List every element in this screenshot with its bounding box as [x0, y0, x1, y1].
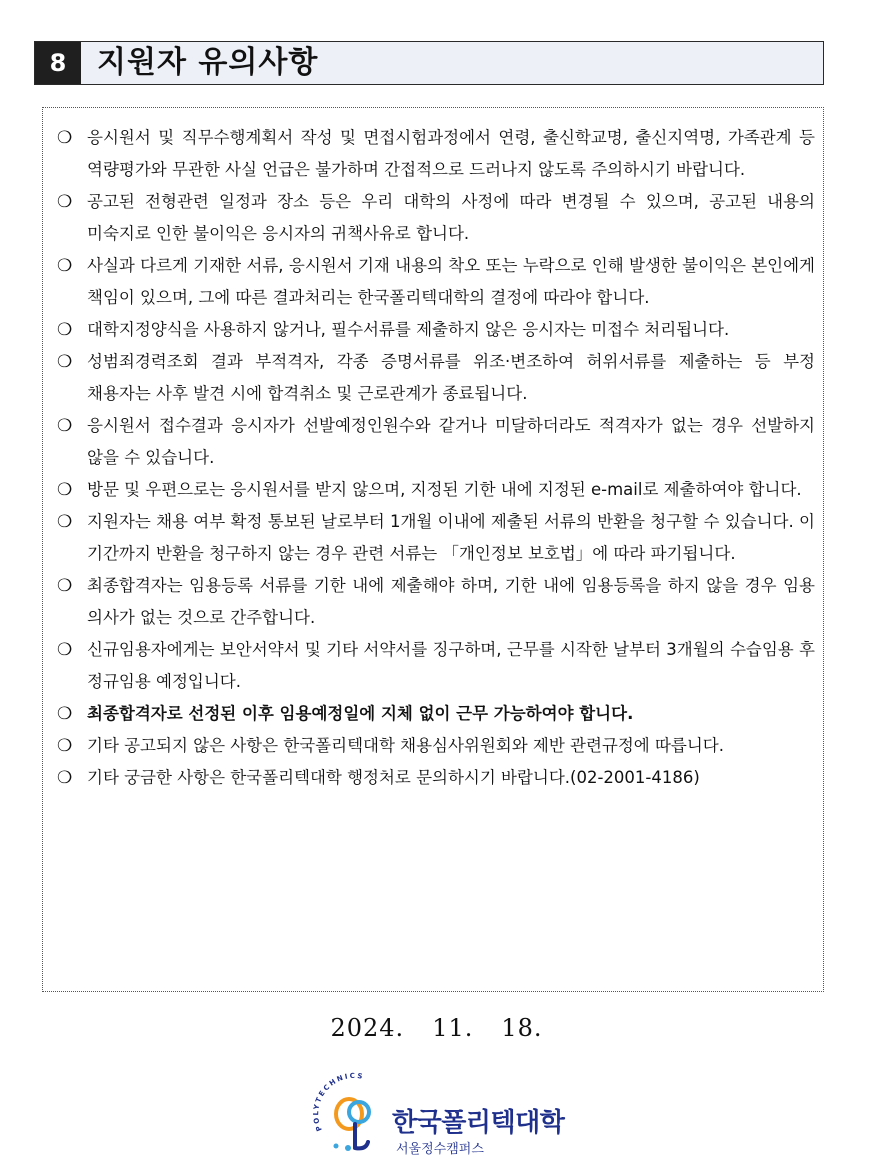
circle-bullet-icon: ❍ — [57, 192, 73, 212]
notice-text: 사실과 다르게 기재한 서류, 응시원서 기재 내용의 착오 또는 누락으로 인해 발생한 불이익은 본인에게 책임이 있으며, 그에 따른 결과처리는 한국폴리텍대학의 결정에 따라야 합니다. — [87, 256, 815, 307]
notice-text: 지원자는 채용 여부 확정 통보된 날로부터 1개월 이내에 제출된 서류의 반환을 청구할 수 있습니다. 이 기간까지 반환을 청구하지 않는 경우 관련 서류는 「개인정보 보호법」에 따라 파기됩니다. — [87, 512, 815, 563]
circle-bullet-icon: ❍ — [57, 640, 73, 660]
date-day: 18. — [501, 1014, 543, 1042]
section-number: 8 — [35, 42, 81, 84]
notice-item — [53, 762, 815, 794]
notice-text: 응시원서 및 직무수행계획서 작성 및 면접시험과정에서 연령, 출신학교명, 출신지역명, 가족관계 등 역량평가와 무관한 사실 언급은 불가하며 간접적으로 드러나지 않도록 주의하시기 바랍니다. — [87, 128, 815, 179]
notice-item — [53, 346, 815, 410]
college-logo — [308, 1068, 568, 1158]
notice-text: 대학지정양식을 사용하지 않거나, 필수서류를 제출하지 않은 응시자는 미접수 처리됩니다. — [87, 320, 730, 339]
notice-text: 기타 공고되지 않은 사항은 한국폴리텍대학 채용심사위원회와 제반 관련규정에 따릅니다. — [87, 736, 724, 755]
notice-text: 최종합격자는 임용등록 서류를 기한 내에 제출해야 하며, 기한 내에 임용등록을 하지 않을 경우 임용 의사가 없는 것으로 간주합니다. — [87, 576, 815, 627]
section-title: 지원자 유의사항 — [97, 45, 319, 80]
notice-item-emphasis — [53, 698, 815, 730]
notice-text: 응시원서 접수결과 응시자가 선발예정인원수와 같거나 미달하더라도 적격자가 없는 경우 선발하지 않을 수 있습니다. — [87, 416, 815, 467]
circle-bullet-icon: ❍ — [57, 352, 73, 372]
date-month: 11. — [432, 1014, 474, 1042]
notice-text: 공고된 전형관련 일정과 장소 등은 우리 대학의 사정에 따라 변경될 수 있으며, 공고된 내용의 미숙지로 인한 불이익은 응시자의 귀책사유로 합니다. — [87, 192, 815, 243]
notice-item — [53, 474, 815, 506]
circle-bullet-icon: ❍ — [57, 416, 73, 436]
notice-text: 성범죄경력조회 결과 부적격자, 각종 증명서류를 위조·변조하여 허위서류를 제출하는 등 부정 채용자는 사후 발견 시에 합격취소 및 근로관계가 종료됩니다. — [87, 352, 815, 403]
notice-item — [53, 506, 815, 570]
circle-bullet-icon: ❍ — [57, 256, 73, 276]
notice-item — [53, 570, 815, 634]
notice-box — [42, 107, 824, 992]
logo-college-name: 한국폴리텍대학 — [392, 1108, 565, 1138]
circle-bullet-icon: ❍ — [57, 736, 73, 756]
announcement-date — [0, 1014, 873, 1042]
circle-bullet-icon: ❍ — [57, 128, 73, 148]
notice-text: 신규임용자에게는 보안서약서 및 기타 서약서를 징구하며, 근무를 시작한 날부터 3개월의 수습임용 후 정규임용 예정입니다. — [87, 640, 815, 691]
polytechnics-emblem-icon — [308, 1068, 398, 1158]
notice-text: 기타 궁금한 사항은 한국폴리텍대학 행정처로 문의하시기 바랍니다.(02-2001-4186) — [87, 768, 700, 787]
circle-bullet-icon: ❍ — [57, 320, 73, 340]
notice-item — [53, 314, 815, 346]
notice-list — [53, 122, 815, 794]
section-header — [34, 41, 824, 85]
notice-item — [53, 634, 815, 698]
notice-item — [53, 186, 815, 250]
notice-item — [53, 730, 815, 762]
notice-item — [53, 122, 815, 186]
logo-campus-name: 서울정수캠퍼스 — [396, 1142, 484, 1157]
circle-bullet-icon: ❍ — [57, 512, 73, 532]
circle-bullet-icon: ❍ — [57, 768, 73, 788]
emblem-ring-text: POLYTECHNICS — [312, 1071, 366, 1133]
notice-item — [53, 410, 815, 474]
notice-item — [53, 250, 815, 314]
circle-bullet-icon: ❍ — [57, 480, 73, 500]
circle-bullet-icon: ❍ — [57, 704, 73, 724]
circle-bullet-icon: ❍ — [57, 576, 73, 596]
notice-text: 방문 및 우편으로는 응시원서를 받지 않으며, 지정된 기한 내에 지정된 e-mail로 제출하여야 합니다. — [87, 480, 802, 499]
date-year: 2024. — [330, 1014, 405, 1042]
notice-text: 최종합격자로 선정된 이후 임용예정일에 지체 없이 근무 가능하여야 합니다. — [87, 704, 634, 723]
